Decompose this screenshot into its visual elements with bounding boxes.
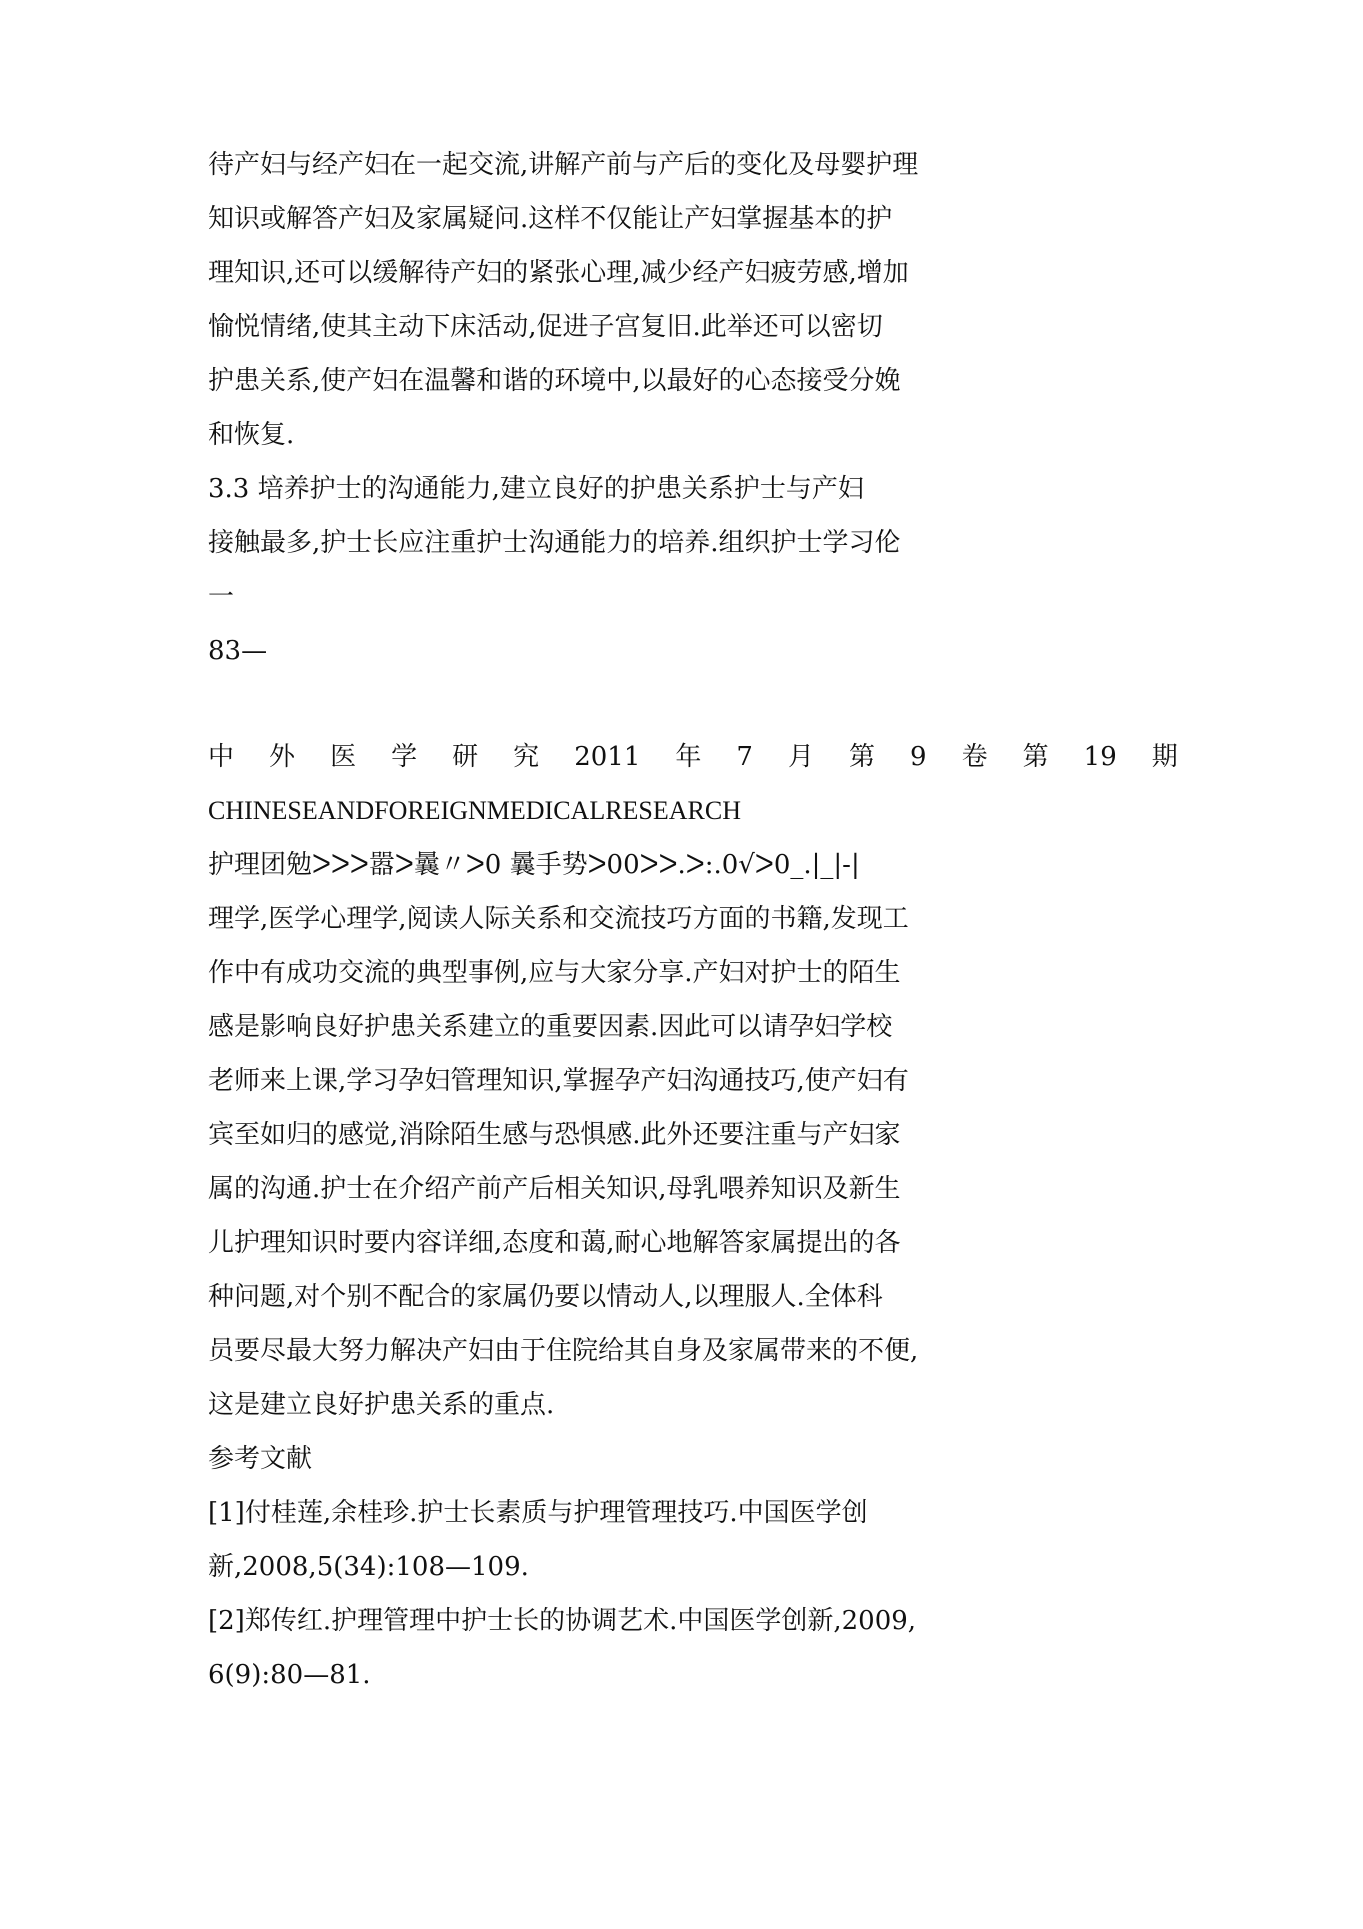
reference-item-continuation: 新,2008,5(34):108—109. bbox=[208, 1552, 529, 1582]
reference-item: [2]郑传红.护理管理中护士长的协调艺术.中国医学创新,2009, bbox=[208, 1606, 917, 1636]
page1-line: 护患关系,使产妇在温馨和谐的环境中,以最好的心态接受分娩 bbox=[208, 366, 901, 396]
journal-header-token: 期 bbox=[1151, 742, 1178, 772]
journal-header-token: 第 bbox=[849, 742, 876, 772]
journal-header-token: 学 bbox=[391, 742, 418, 772]
journal-header bbox=[208, 740, 1178, 774]
page2-line: 理学,医学心理学,阅读人际关系和交流技巧方面的书籍,发现工 bbox=[208, 904, 909, 934]
journal-header-token: 第 bbox=[1022, 742, 1049, 772]
page1-line: 愉悦情绪,使其主动下床活动,促进子宫复旧.此举还可以密切 bbox=[208, 312, 883, 342]
page1-line: 待产妇与经产妇在一起交流,讲解产前与产后的变化及母婴护理 bbox=[208, 150, 919, 180]
references-heading: 参考文献 bbox=[208, 1444, 313, 1474]
journal-header-token: 月 bbox=[787, 742, 814, 772]
page2-line: 老师来上课,学习孕妇管理知识,掌握孕产妇沟通技巧,使产妇有 bbox=[208, 1066, 909, 1096]
journal-header-token: 外 bbox=[269, 742, 296, 772]
page2-line: 这是建立良好护患关系的重点. bbox=[208, 1390, 555, 1420]
reference-item-continuation: 6(9):80—81. bbox=[208, 1660, 371, 1690]
journal-header-month: 7 bbox=[736, 742, 753, 772]
page-number: 83— bbox=[208, 636, 268, 666]
page1-line: 接触最多,护士长应注重护士沟通能力的培养.组织护士学习伦 bbox=[208, 528, 901, 558]
journal-english-title: CHINESEANDFOREIGNMEDICALRESEARCH bbox=[208, 796, 742, 825]
reference-item: [1]付桂莲,余桂珍.护士长素质与护理管理技巧.中国医学创 bbox=[208, 1498, 868, 1528]
journal-header-token: 医 bbox=[330, 742, 357, 772]
page2-line: 种问题,对个别不配合的家属仍要以情动人,以理服人.全体科 bbox=[208, 1282, 883, 1312]
page2-line: 作中有成功交流的典型事例,应与大家分享.产妇对护士的陌生 bbox=[208, 958, 901, 988]
page2-line: 宾至如归的感觉,消除陌生感与恐惧感.此外还要注重与产妇家 bbox=[208, 1120, 901, 1150]
journal-header-token: 卷 bbox=[961, 742, 988, 772]
journal-header-volume: 9 bbox=[910, 742, 927, 772]
page1-line: 理知识,还可以缓解待产妇的紧张心理,减少经产妇疲劳感,增加 bbox=[208, 258, 909, 288]
journal-header-token: 研 bbox=[452, 742, 479, 772]
page2-line: 儿护理知识时要内容详细,态度和蔼,耐心地解答家属提出的各 bbox=[208, 1228, 901, 1258]
journal-header-token: 年 bbox=[675, 742, 702, 772]
page1-line: 知识或解答产妇及家属疑问.这样不仅能让产妇掌握基本的护 bbox=[208, 204, 893, 234]
page2-line: 属的沟通.护士在介绍产前产后相关知识,母乳喂养知识及新生 bbox=[208, 1174, 901, 1204]
garbled-ocr-line: 护理团勉ᐳᐳᐳ嚣ᐳ曩〃ᐳ0 曩手势ᐳ00ᐳᐳ.ᐳ:.0√ᐳ0_.|_|-| bbox=[208, 850, 860, 880]
page2-line: 感是影响良好护患关系建立的重要因素.因此可以请孕妇学校 bbox=[208, 1012, 893, 1042]
journal-header-issue: 19 bbox=[1083, 742, 1117, 772]
journal-header-token: 究 bbox=[513, 742, 540, 772]
page2-line: 员要尽最大努力解决产妇由于住院给其自身及家属带来的不便, bbox=[208, 1336, 919, 1366]
page1-line: 一 bbox=[208, 582, 235, 612]
section-heading-3-3: 3.3 培养护士的沟通能力,建立良好的护患关系护士与产妇 bbox=[208, 474, 864, 504]
page1-line: 和恢复. bbox=[208, 420, 295, 450]
journal-header-token: 中 bbox=[208, 742, 235, 772]
journal-header-year: 2011 bbox=[574, 742, 641, 772]
